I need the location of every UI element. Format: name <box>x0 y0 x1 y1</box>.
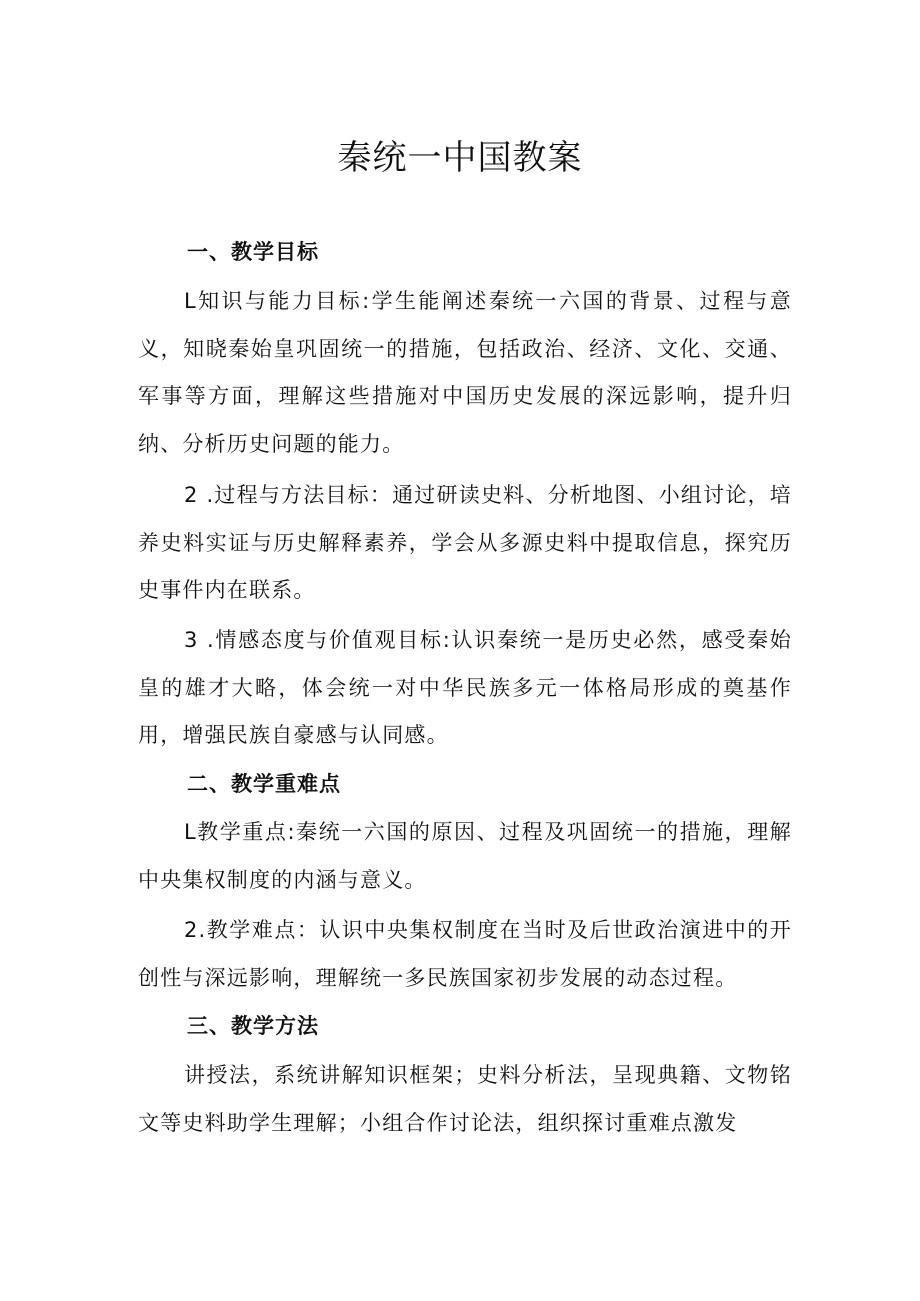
paragraph-knowledge-goal: L知识与能力目标:学生能阐述秦统一六国的背景、过程与意义，知晓秦始皇巩固统一的措施，包括政治、经济、文化、交通、军事等方面，理解这些措施对中国历史发展的深远影响，提升归纳、分析历史问题的能力。 <box>138 289 792 456</box>
paragraph-key-point: L教学重点:秦统一六国的原因、过程及巩固统一的措施，理解中央集权制度的内涵与意义。 <box>138 820 792 892</box>
paragraph-methods: 讲授法，系统讲解知识框架；史料分析法，呈现典籍、文物铭文等史料助学生理解；小组合作讨论法，组织探讨重难点激发 <box>138 1063 792 1135</box>
section-heading-key-points: 二、教学重难点 <box>187 772 341 796</box>
paragraph-process-goal: 2 .过程与方法目标：通过研读史料、分析地图、小组讨论，培养史料实证与历史解释素养，学会从多源史料中提取信息，探究历史事件内在联系。 <box>138 483 792 602</box>
section-heading-methods: 三、教学方法 <box>187 1014 319 1038</box>
paragraph-emotion-goal: 3 .情感态度与价值观目标:认识秦统一是历史必然，感受秦始皇的雄才大略，体会统一对中华民族多元一体格局形成的奠基作用，增强民族自豪感与认同感。 <box>138 628 792 747</box>
document-title: 秦统一中国教案 <box>337 138 583 178</box>
section-heading-objectives: 一、教学目标 <box>187 240 319 264</box>
paragraph-difficult-point: 2.教学难点：认识中央集权制度在当时及后世政治演进中的开创性与深远影响，理解统一多民族国家初步发展的动态过程。 <box>138 918 792 990</box>
